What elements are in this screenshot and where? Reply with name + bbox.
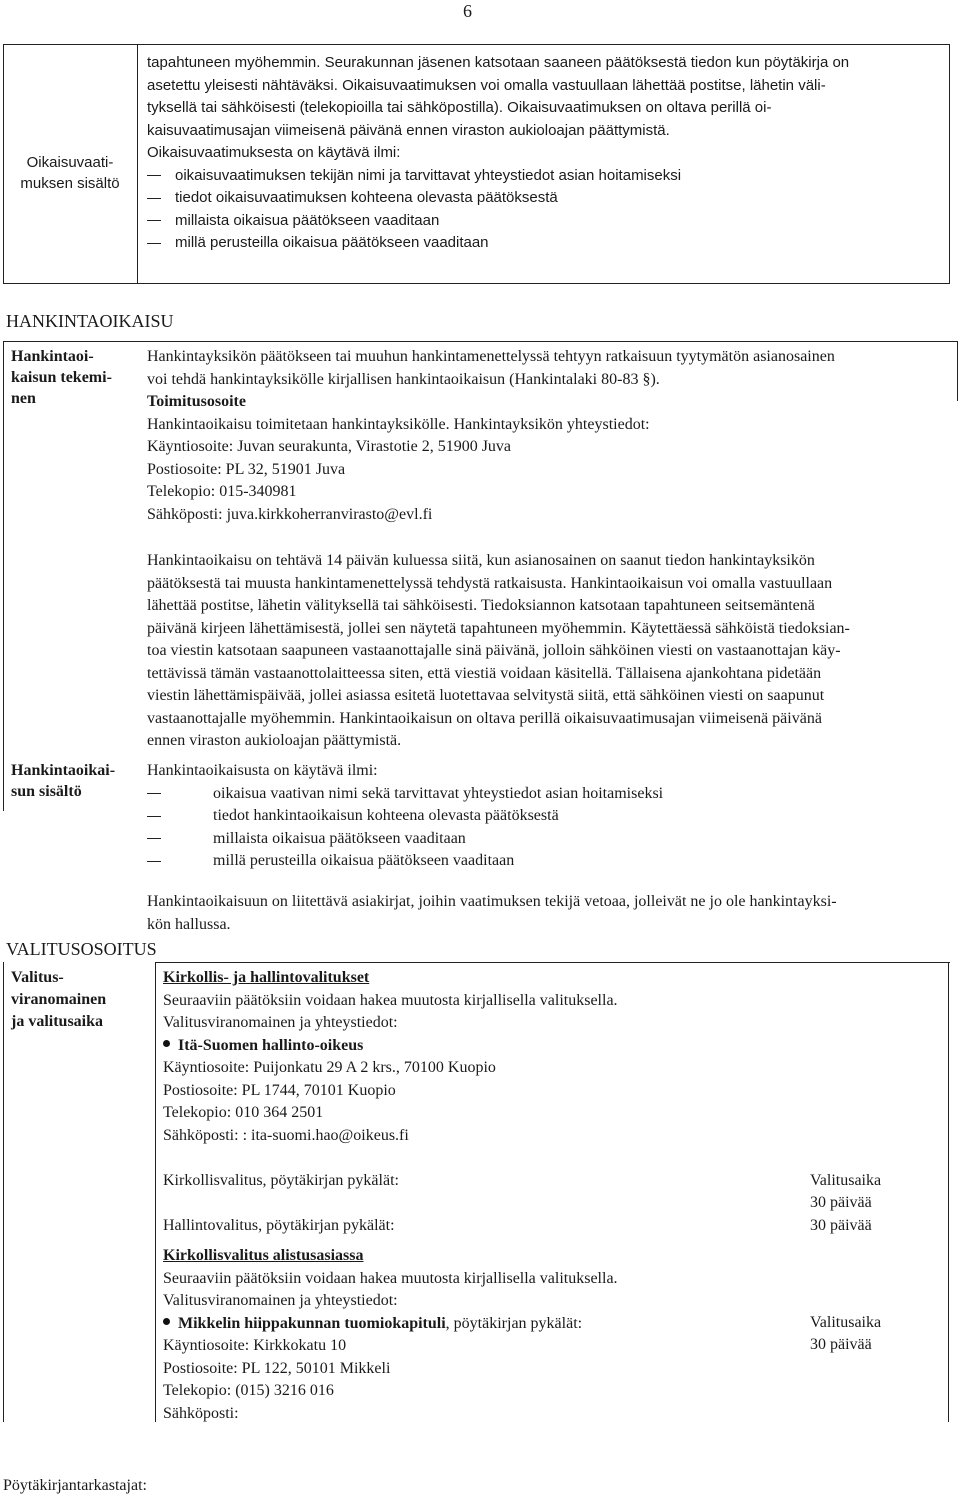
- hankinta-attachments: [147, 891, 952, 936]
- list-intro: Oikaisuvaatimuksesta on käytävä ilmi:: [147, 144, 401, 161]
- text-line: tapahtuneen myöhemmin. Seurakunnan jäsenen katsotaan saaneen päätöksestä tiedon kun pöytäkirja on: [147, 54, 850, 71]
- valitus-block-1: [163, 967, 783, 1147]
- text-line: vastaanottajalle myöhemmin. Hankintaoikaisun on oltava perillä oikaisuvaatimusajan viimeisenä päivänä: [147, 709, 822, 727]
- dash-icon: [147, 175, 161, 176]
- label-hankintaoikaisun-sisalto: [11, 760, 131, 802]
- authority-item: Mikkelin hiippakunnan tuomiokapituli, pöytäkirjan pykälät:: [163, 1313, 783, 1336]
- text-line: tettävissä tämän vastaanottolaitteessa siten, että viestiä voidaan käsitellä. Tällaisena ajankohtana pidetään: [147, 664, 822, 682]
- list-item: oikaisuvaatimuksen tekijän nimi ja tarvittavat yhteystiedot asian hoitamiseksi: [147, 165, 937, 188]
- authority-item: Itä-Suomen hallinto-oikeus: [163, 1035, 783, 1058]
- text-line: Telekopio: (015) 3216 016: [163, 1382, 334, 1399]
- text-line: Hankintayksikön päätökseen tai muuhun hankintamenettelyssä tehtyyn ratkaisuun tyytymätön asianosainen: [147, 348, 835, 365]
- text-line: Valitusviranomainen ja yhteystiedot:: [163, 1292, 398, 1309]
- list-item: tiedot oikaisuvaatimuksen kohteena olevasta päätöksestä: [147, 187, 937, 210]
- section-heading-valitusosoitus: VALITUSOSOITUS: [6, 939, 157, 959]
- rule: [957, 341, 958, 401]
- valitusaika-heading: Valitusaika: [810, 1172, 882, 1189]
- address-heading: Toimitusosoite: [147, 393, 246, 410]
- label-line: Hankintaoi-: [11, 348, 94, 365]
- email-text: Sähköposti:: [163, 1404, 239, 1422]
- list-intro: Hankintaoikaisusta on käytävä ilmi:: [147, 762, 378, 779]
- subsection-title: Kirkollis- ja hallintovalitukset: [163, 969, 370, 986]
- dash-icon: [147, 793, 161, 794]
- rule: [948, 962, 949, 1422]
- valitus-block-2: [163, 1245, 783, 1425]
- text-line: viestin lähettämispäivää, jollei asiassa esitetä luotettavaa selvitystä siitä, että sähköinen viesti on saapunut: [147, 687, 825, 704]
- label-line: viranomainen: [11, 991, 107, 1008]
- subsection-title: Kirkollisvalitus alistusasiassa: [163, 1247, 364, 1264]
- requirements-list: [147, 165, 937, 255]
- hankinta-time-paragraph: [147, 550, 952, 753]
- label-line: muksen sisältö: [20, 175, 120, 192]
- label-hankintaoikaisun-tekeminen: [11, 346, 131, 409]
- label-line: sun sisältö: [11, 783, 82, 800]
- dash-icon: [147, 220, 161, 221]
- label-line: nen: [11, 390, 36, 407]
- hallinto-label: Hallintovalitus, pöytäkirjan pykälät:: [163, 1217, 395, 1234]
- rule: [3, 962, 4, 1422]
- text-line: Käyntiosoite: Puijonkatu 29 A 2 krs., 70100 Kuopio: [163, 1059, 496, 1076]
- hankinta-intro: [147, 346, 952, 526]
- rule: [3, 341, 139, 811]
- requirements-list: [147, 783, 952, 873]
- text-line: toa viestin katsotaan saapuneen vastaanottajalle sinä päivänä, jolloin sähköinen viesti on vastaanottajan käy-: [147, 642, 841, 659]
- text-line: Telekopio: 010 364 2501: [163, 1104, 324, 1121]
- dash-icon: [147, 861, 161, 862]
- dash-icon: [147, 816, 161, 817]
- label-line: kaisun tekemi-: [11, 369, 112, 386]
- bullet-icon: [163, 1318, 170, 1325]
- rule: [3, 341, 958, 342]
- dash-icon: [147, 243, 161, 244]
- label-line: Oikaisuvaati-: [26, 154, 114, 171]
- hankinta-content-list: [147, 760, 952, 873]
- text-line: Käyntiosoite: Kirkkokatu 10: [163, 1337, 347, 1354]
- text-line: Postiosoite: PL 1744, 70101 Kuopio: [163, 1081, 396, 1099]
- text-line: Seuraaviin päätöksiin voidaan hakea muutosta kirjallisella valituksella.: [163, 991, 618, 1009]
- dash-icon: [147, 198, 161, 199]
- text-line: Hankintaoikaisu on tehtävä 14 päivän kuluessa siitä, kun asianosainen on saanut tiedon hankintayksikön: [147, 552, 815, 569]
- text-line: Postiosoite: PL 122, 50101 Mikkeli: [163, 1359, 391, 1377]
- text-line: Hankintaoikaisu toimitetaan hankintayksikölle. Hankintayksikön yhteystiedot:: [147, 415, 650, 433]
- section-heading-hankintaoikaisu: HANKINTAOIKAISU: [6, 311, 174, 331]
- days-value: 30 päivää: [810, 1336, 872, 1353]
- oikaisuvaatimus-text: [147, 52, 937, 255]
- section-label-oikaisuvaatimus: [8, 152, 132, 194]
- text-line: kön hallussa.: [147, 915, 231, 933]
- dash-icon: [147, 838, 161, 839]
- text-line: Telekopio: 015-340981: [147, 483, 297, 500]
- label-line: Hankintaoikai-: [11, 762, 116, 779]
- kirkollis-label: Kirkollisvalitus, pöytäkirjan pykälät:: [163, 1172, 399, 1189]
- list-item: millaista oikaisua päätökseen vaaditaan: [147, 210, 937, 233]
- text-line: lähettää postitse, lähetin välityksellä tai sähköisesti. Tiedoksiannon katsotaan tapahtuneen seitsemäntenä: [147, 597, 815, 614]
- text-line: kaisuvaatimusajan viimeisenä päivänä ennen viraston aukioloajan päättymistä.: [147, 121, 670, 139]
- text-line: Valitusviranomainen ja yhteystiedot:: [163, 1014, 398, 1031]
- footer-reviewers: Pöytäkirjantarkastajat:: [3, 1477, 147, 1494]
- label-valitusviranomainen: [11, 967, 141, 1033]
- column-divider: [137, 45, 138, 283]
- email-text: Sähköposti: juva.kirkkoherranvirasto@evl.fi: [147, 505, 433, 523]
- days-value: 30 päivää: [810, 1217, 872, 1234]
- label-line: ja valitusaika: [11, 1013, 104, 1030]
- text-line: tyksellä tai sähköisesti (telekopioilla tai sähköpostilla). Oikaisuvaatimuksen on oltava perillä oi-: [147, 99, 772, 116]
- text-line: Hankintaoikaisuun on liitettävä asiakirjat, joihin vaatimuksen tekijä vetoaa, jolleivät ne jo ole hankintayksi-: [147, 893, 837, 910]
- text-line: Postiosoite: PL 32, 51901 Juva: [147, 460, 346, 478]
- text-line: voi tehdä hankintayksikölle kirjallisen hankintaoikaisun (Hankintalaki 80-83 §).: [147, 370, 660, 388]
- text-line: Seuraaviin päätöksiin voidaan hakea muutosta kirjallisella valituksella.: [163, 1269, 618, 1287]
- text-line: asetettu yleisesti nähtäväksi. Oikaisuvaatimuksen voi omalla vastuullaan lähettää postitse, lähetin väli-: [147, 76, 826, 94]
- text-line: ennen viraston aukioloajan päättymistä.: [147, 732, 402, 749]
- list-item: millaista oikaisua päätökseen vaaditaan: [147, 828, 952, 851]
- text-line: päätöksestä tai muusta hankintamenettelyssä tehdystä ratkaisusta. Hankintaoikaisun voi omalla vastuullaan: [147, 574, 833, 592]
- list-item: millä perusteilla oikaisua päätökseen vaaditaan: [147, 232, 937, 255]
- rule: [155, 962, 950, 963]
- list-item: millä perusteilla oikaisua päätökseen vaaditaan: [147, 850, 952, 873]
- text-line: päivänä kirjeen lähettämisestä, jollei sen näytetä tapahtuneen myöhemmin. Käytettäessä sähköistä tiedoksian-: [147, 619, 850, 637]
- list-item: oikaisua vaativan nimi sekä tarvittavat yhteystiedot asian hoitamiseksi: [147, 783, 952, 806]
- email-text: Sähköposti: : ita-suomi.hao@oikeus.fi: [163, 1126, 409, 1144]
- days-value: 30 päivää: [810, 1194, 872, 1211]
- list-item: tiedot hankintaoikaisun kohteena olevasta päätöksestä: [147, 805, 952, 828]
- bullet-icon: [163, 1040, 170, 1047]
- rule: [155, 962, 156, 1422]
- valitusaika-heading: Valitusaika: [810, 1314, 882, 1331]
- text-line: Käyntiosoite: Juvan seurakunta, Virastotie 2, 51900 Juva: [147, 438, 512, 455]
- page-number: 6: [463, 1, 472, 21]
- label-line: Valitus-: [11, 969, 64, 986]
